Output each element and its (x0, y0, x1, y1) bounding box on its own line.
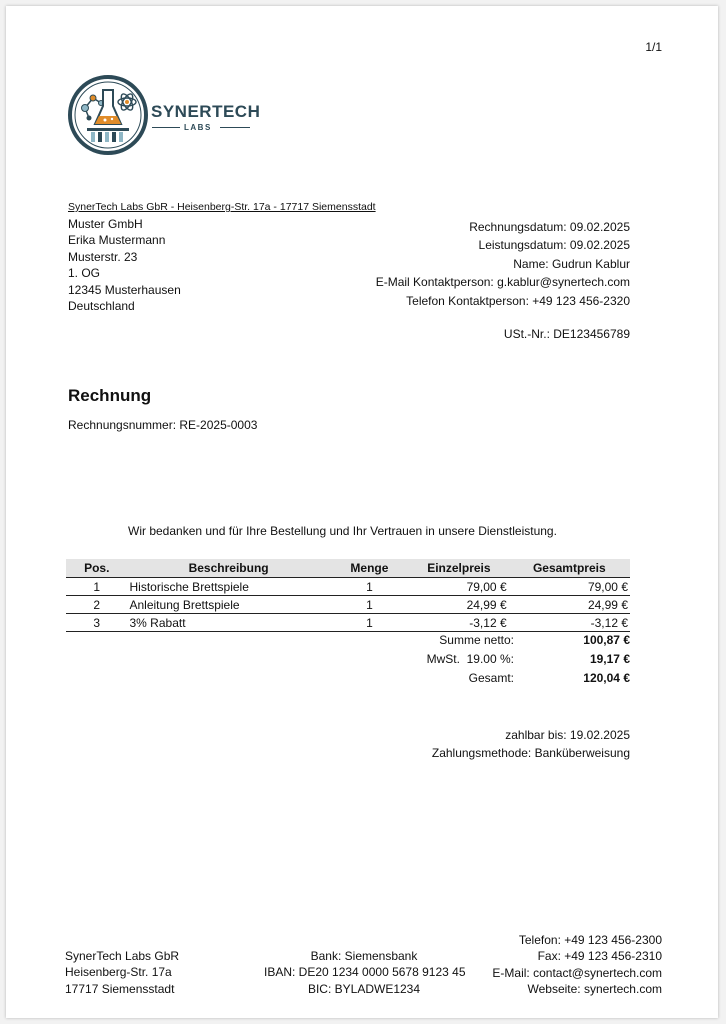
grand-total-label: Gesamt: (468, 671, 514, 685)
vat-id: USt.-Nr.: DE123456789 (503, 327, 630, 341)
grand-total-value: 120,04 € (583, 671, 630, 685)
footer-company (65, 948, 179, 997)
header-unit-price: Einzelpreis (409, 559, 509, 578)
cell-description: 3% Rabatt (128, 614, 330, 632)
brand-subtitle: LABS (184, 123, 212, 132)
footer-line: 17717 Siemensstadt (65, 981, 175, 996)
cell-pos: 1 (66, 578, 128, 596)
recipient-address (68, 216, 181, 314)
net-total-value: 100,87 € (583, 633, 630, 647)
cell-pos: 2 (66, 596, 128, 614)
invoice-number: Rechnungsnummer: RE-2025-0003 (68, 418, 258, 432)
footer-line: Heisenberg-Str. 17a (65, 965, 172, 980)
footer-line: BIC: BYLADWE1234 (307, 981, 421, 996)
recipient-line: Musterstr. 23 (68, 249, 138, 264)
thank-you-text: Wir bedanken und für Ihre Bestellung und Ihr Vertrauen in unsere Dienstleistung. (128, 524, 557, 538)
vat-value: 19,17 € (589, 652, 630, 666)
recipient-line: Deutschland (68, 299, 135, 314)
footer-line: Telefon: +49 123 456-2300 (518, 933, 662, 947)
page-number: 1/1 (645, 40, 662, 54)
header-total-price: Gesamtpreis (509, 559, 630, 578)
table-row (66, 578, 630, 596)
due-date: zahlbar bis: 19.02.2025 (505, 728, 630, 742)
cell-total-price: 79,00 € (509, 578, 630, 596)
footer-bank (264, 948, 464, 997)
cell-total-price: -3,12 € (509, 614, 630, 632)
cell-unit-price: 79,00 € (409, 578, 509, 596)
cell-pos: 3 (66, 614, 128, 632)
grand-total-row (366, 670, 630, 689)
cell-description: Historische Brettspiele (128, 578, 330, 596)
payment-method: Zahlungsmethode: Banküberweisung (431, 746, 630, 761)
invoice-date: Rechnungsdatum: 09.02.2025 (469, 220, 630, 234)
table-header-row (66, 559, 630, 578)
sender-line: SynerTech Labs GbR - Heisenberg-Str. 17a - 17717 Siemensstadt (68, 201, 376, 213)
service-date: Leistungsdatum: 09.02.2025 (478, 238, 630, 253)
table-row (66, 596, 630, 614)
contact-name: Name: Gudrun Kablur (513, 256, 630, 271)
totals-block (366, 632, 630, 689)
footer-line: Bank: Siemensbank (310, 949, 418, 963)
recipient-line: 12345 Musterhausen (68, 282, 181, 297)
cell-quantity: 1 (330, 578, 409, 596)
cell-description: Anleitung Brettspiele (128, 596, 330, 614)
header-quantity: Menge (330, 559, 409, 578)
invoice-page (6, 6, 718, 1018)
footer-line: Webseite: synertech.com (527, 982, 662, 997)
footer-contact (492, 932, 662, 998)
cell-quantity: 1 (330, 596, 409, 614)
cell-unit-price: 24,99 € (409, 596, 509, 614)
page-title: Rechnung (68, 386, 152, 405)
recipient-line: Muster GmbH (68, 217, 143, 231)
header-description: Beschreibung (128, 559, 330, 578)
line-items-table (66, 559, 630, 632)
brand-name: SYNERTECH (151, 102, 261, 121)
footer-line: SynerTech Labs GbR (65, 949, 180, 963)
brand-divider (220, 127, 250, 128)
cell-unit-price: -3,12 € (409, 614, 509, 632)
brand-divider (152, 127, 180, 128)
recipient-line: 1. OG (68, 266, 101, 281)
vat-row (366, 651, 630, 670)
vat-label: MwSt. 19.00 %: (426, 652, 514, 666)
cell-total-price: 24,99 € (509, 596, 630, 614)
table-row (66, 614, 630, 632)
recipient-line: Erika Mustermann (68, 233, 166, 248)
footer-line: E-Mail: contact@synertech.com (492, 965, 662, 980)
payment-info (432, 726, 630, 763)
net-total-label: Summe netto: (439, 633, 514, 647)
invoice-meta (376, 218, 630, 310)
net-total-row (366, 632, 630, 651)
footer-line: IBAN: DE20 1234 0000 5678 9123 45 (264, 965, 466, 980)
contact-email: E-Mail Kontaktperson: g.kablur@synertech.com (375, 275, 630, 290)
cell-quantity: 1 (330, 614, 409, 632)
footer-line: Fax: +49 123 456-2310 (537, 949, 662, 964)
header-pos: Pos. (66, 559, 128, 578)
contact-phone: Telefon Kontaktperson: +49 123 456-2320 (406, 293, 630, 308)
